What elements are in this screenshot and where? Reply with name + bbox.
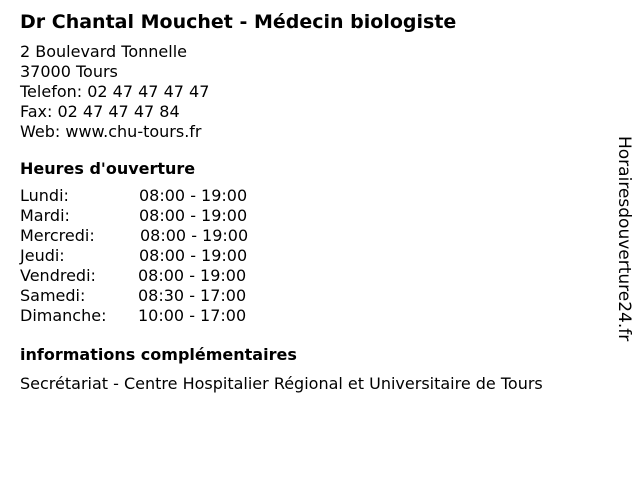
hours-row-vendredi [20,266,610,286]
opening-hours-table [20,186,610,326]
address-block [20,42,610,142]
street-address: 2 Boulevard Tonnelle [20,42,187,61]
time-range: 08:00 - 19:00 [140,226,249,245]
additional-info-heading: informations complémentaires [20,345,297,364]
time-range: 08:00 - 19:00 [139,246,248,265]
page-title: Dr Chantal Mouchet - Médecin biologiste [20,11,457,33]
day-label: Jeudi: [20,246,65,265]
hours-row-jeudi [20,246,610,266]
hours-row-samedi [20,286,610,306]
site-watermark: Horairesdouverture24.fr [614,136,634,342]
day-label: Mercredi: [20,226,95,245]
phone-number: Telefon: 02 47 47 47 47 [20,82,210,101]
day-label: Mardi: [20,206,70,225]
hours-row-mardi [20,206,610,226]
time-range: 10:00 - 17:00 [138,306,247,325]
time-range: 08:30 - 17:00 [138,286,247,305]
additional-info-text: Secrétariat - Centre Hospitalier Régional et Universitaire de Tours [20,374,543,393]
day-label: Samedi: [20,286,86,305]
time-range: 08:00 - 19:00 [139,186,248,205]
website: Web: www.chu-tours.fr [20,122,202,141]
opening-hours-heading: Heures d'ouverture [20,159,196,178]
day-label: Vendredi: [20,266,96,285]
hours-row-lundi [20,186,610,206]
city: 37000 Tours [20,62,118,81]
time-range: 08:00 - 19:00 [139,206,248,225]
day-label: Lundi: [20,186,69,205]
business-card [20,10,610,394]
hours-row-dimanche [20,306,610,326]
hours-row-mercredi [20,226,610,246]
time-range: 08:00 - 19:00 [138,266,247,285]
day-label: Dimanche: [20,306,107,325]
fax-number: Fax: 02 47 47 47 84 [20,102,180,121]
